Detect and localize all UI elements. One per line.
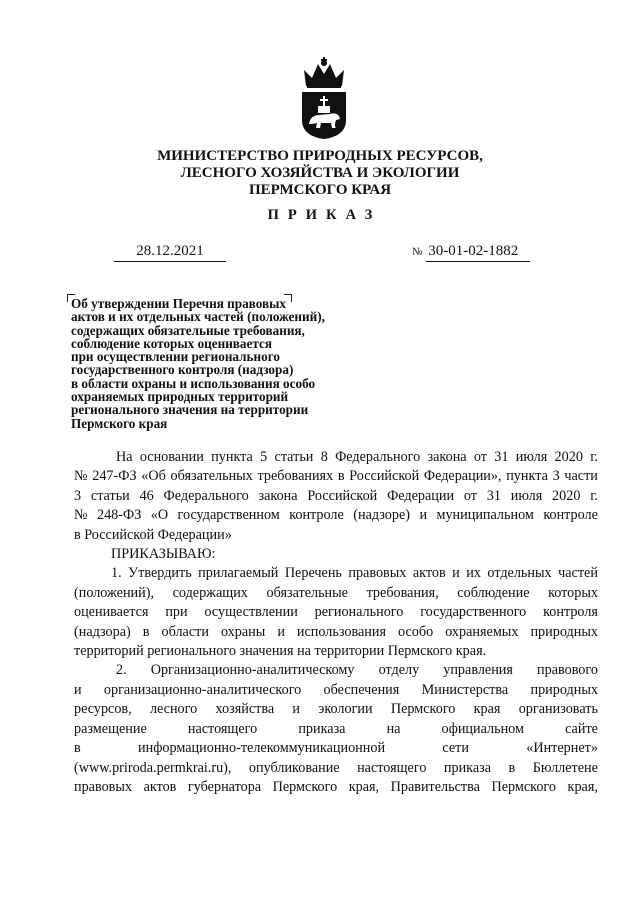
word: ресурсов, (74, 701, 132, 718)
word: и (74, 681, 82, 698)
word: контроле (289, 507, 344, 524)
word: 46 (139, 487, 154, 504)
word: Пермского (272, 778, 338, 795)
word: размещение (74, 720, 147, 737)
word: управления (443, 662, 513, 679)
word: Пермского (491, 778, 556, 795)
word: информационно-телекоммуникационной (138, 740, 386, 757)
word: от (473, 449, 487, 465)
title-line: соблюдение которых оценивается (71, 335, 273, 351)
word: Бюллетене (532, 759, 598, 776)
word: 5 (260, 449, 268, 465)
word: хозяйства (215, 701, 275, 718)
word: закона (258, 487, 298, 504)
body-line (74, 778, 598, 797)
word: № (74, 468, 88, 485)
word: и (419, 507, 428, 524)
word: организационно-аналитического (103, 681, 302, 698)
title-line: при осуществлении регионального (71, 349, 280, 365)
word: муниципальном (436, 507, 534, 524)
word: осуществлении (204, 604, 298, 621)
word: приказа (298, 720, 346, 737)
word: (надзоре) (353, 507, 410, 524)
word: официальном (441, 720, 524, 737)
word: Министерства (421, 681, 509, 698)
word: 247-ФЗ (92, 468, 137, 485)
word: 2020 (552, 487, 581, 504)
word: настоящего (357, 759, 427, 776)
word: контроле (543, 507, 598, 524)
word: и (277, 623, 285, 640)
word: 3 (552, 468, 560, 485)
word: Федерального (163, 487, 249, 504)
word: организовать (518, 701, 598, 718)
word: правовых (74, 778, 133, 795)
word: в (142, 623, 150, 640)
word: и (292, 701, 300, 718)
word: края, (348, 778, 380, 795)
word: 8 (320, 449, 328, 465)
ministry-name (100, 148, 540, 199)
document-number: 30-01-02-1882 (426, 243, 530, 262)
ministry-line: ЛЕСНОГО ХОЗЯЙСТВА И ЭКОЛОГИИ (180, 165, 460, 181)
body-line: ПРИКАЗЫВАЮ: (111, 546, 216, 563)
word: охраны (220, 623, 266, 640)
word: природных (530, 623, 598, 640)
word: государственном (177, 507, 280, 524)
title-line: охраняемых природных территорий (71, 389, 289, 405)
word: июля (510, 487, 543, 504)
word: отделу (378, 662, 420, 679)
body-line (74, 720, 598, 739)
word: пункта (506, 468, 548, 485)
word: обязательные (266, 584, 348, 601)
word: Российской (307, 487, 378, 504)
word: охраняемых (445, 623, 519, 640)
word: 2. (116, 662, 127, 679)
word: правового (537, 662, 598, 679)
word: основании (139, 449, 204, 465)
word: На (116, 449, 133, 465)
word: г. (590, 487, 598, 504)
word: экологии (318, 701, 373, 718)
coat-of-arms-icon (296, 56, 352, 140)
word: содержащих (172, 584, 248, 601)
word: в (337, 468, 345, 485)
word: Организационно-аналитическому (150, 662, 355, 679)
word: которых (548, 584, 598, 601)
word: Российской (349, 468, 420, 485)
word: контроля (543, 604, 598, 621)
body-line (74, 623, 598, 642)
body-line (74, 700, 598, 719)
word: «Об (141, 468, 166, 485)
word: части (564, 468, 598, 485)
word: и (452, 565, 460, 582)
word: (www.priroda.permkrai.ru), (74, 759, 232, 776)
word: требования, (366, 584, 439, 601)
word: пункта (211, 449, 253, 465)
document-type: ПРИКАЗ (267, 207, 382, 223)
document-title (71, 297, 391, 430)
word: в (508, 759, 516, 776)
word: (положений), (74, 584, 155, 601)
word: Пермского (390, 701, 456, 718)
word: губернатора (187, 778, 262, 795)
word: государственного (420, 604, 527, 621)
body-line (74, 759, 598, 778)
body-line (74, 448, 598, 467)
word: Перечень (284, 565, 342, 582)
word: Федерации», (423, 468, 502, 485)
word: сети (442, 740, 469, 757)
body-line (74, 487, 598, 506)
word: опубликование (248, 759, 340, 776)
word: от (463, 487, 477, 504)
word: 1. (111, 565, 122, 582)
body-line (74, 739, 598, 758)
word: приказа (443, 759, 492, 776)
word: использования (296, 623, 386, 640)
word: 31 (494, 449, 509, 465)
word: края, (567, 778, 598, 795)
word: обеспечения (323, 681, 400, 698)
word: «О (150, 507, 169, 524)
document-date: 28.12.2021 (114, 243, 226, 262)
body-line (74, 603, 598, 622)
title-line: актов и их отдельных частей (положений), (71, 309, 325, 325)
title-line: государственного контроля (надзора) (71, 362, 294, 378)
body-line (74, 681, 598, 700)
ministry-line: ПЕРМСКОГО КРАЯ (248, 182, 392, 198)
title-line: содержащих обязательные требования, (71, 322, 305, 338)
word: актов (143, 778, 177, 795)
document-number-block (412, 243, 530, 262)
word: 248-ФЗ (96, 507, 142, 524)
body-line (74, 661, 598, 680)
word: статьи (274, 449, 314, 465)
word: регионального (314, 604, 404, 621)
word: области (161, 623, 209, 640)
word: частей (558, 565, 598, 582)
word: статьи (90, 487, 130, 504)
body-line: территорий регионального значения на территории Пермского края. (74, 643, 487, 660)
word: 2020 (554, 449, 583, 465)
word: их (466, 565, 481, 582)
word: в (74, 740, 81, 757)
title-line: регионального значения на территории (71, 402, 309, 418)
number-sign: № (412, 246, 423, 258)
word: актов (412, 565, 446, 582)
word: «Интернет» (526, 740, 598, 757)
word: соблюдение (457, 584, 530, 601)
body-line (74, 584, 598, 603)
word: требованиях (257, 468, 334, 485)
body-line (74, 506, 598, 525)
word: прилагаемый (198, 565, 279, 582)
ministry-line: МИНИСТЕРСТВО ПРИРОДНЫХ РЕСУРСОВ, (157, 148, 483, 164)
word: при (165, 604, 188, 621)
word: на (386, 720, 401, 737)
body-line (74, 467, 598, 486)
word: настоящего (187, 720, 258, 737)
word: отдельных (487, 565, 552, 582)
word: края (473, 701, 501, 718)
word: 31 (486, 487, 501, 504)
body-line: в Российской Федерации» (74, 526, 232, 543)
word: № (74, 507, 88, 524)
word: г. (590, 449, 598, 465)
title-line: Пермского края (71, 415, 168, 431)
word: закона (427, 449, 467, 465)
word: природных (530, 681, 598, 698)
title-line: Об утверждении Перечня правовых (71, 296, 286, 311)
word: 3 (74, 487, 82, 504)
word: Федерального (335, 449, 421, 465)
title-line: в области охраны и использования особо (71, 375, 316, 391)
word: Утвердить (128, 565, 192, 582)
body-line (74, 564, 598, 583)
word: (надзора) (74, 623, 131, 640)
word: оценивается (74, 604, 149, 621)
word: правовых (348, 565, 407, 582)
word: Федерации (387, 487, 455, 504)
word: сайте (565, 720, 598, 737)
document-body (74, 448, 598, 797)
word: особо (398, 623, 434, 640)
word: обязательных (170, 468, 253, 485)
word: июля (515, 449, 548, 465)
word: лесного (149, 701, 198, 718)
word: Правительства (390, 778, 480, 795)
